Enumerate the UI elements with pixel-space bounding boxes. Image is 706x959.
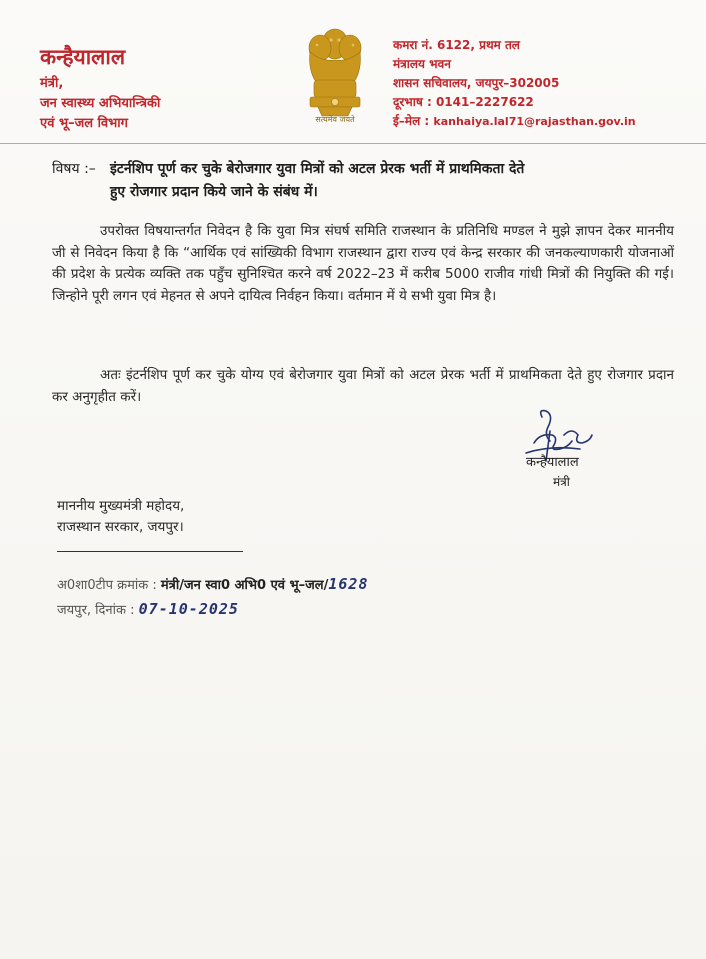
reference-date-handwritten: 07-10-2025 [138, 600, 239, 618]
address-building: मंत्रालय भवन [393, 57, 451, 71]
letterhead-sender [40, 44, 280, 134]
reference-number-handwritten: 1628 [328, 575, 369, 593]
subject-block [52, 158, 682, 204]
address-room: कमरा नं. 6122, प्रथम तल [393, 38, 520, 52]
reference-date-label: जयपुर, दिनांक : [57, 603, 135, 618]
phone-label: दूरभाष : [393, 95, 432, 109]
email-value: kanhaiya.lal71@rajasthan.gov.in [433, 115, 636, 128]
address-secretariat: शासन सचिवालय, जयपुर–302005 [393, 76, 560, 90]
reference-number-value: मंत्री/जन स्वा0 अभि0 एवं भू–जल/ [160, 578, 329, 593]
body-paragraph-2: अतः इंटर्नशिप पूर्ण कर चुके योग्य एवं बेरोजगार युवा मित्रों को अटल प्रेरक भर्ती में प्राथमिकता देते हुए रोजगार प्रदान कर अनुगृहीत करें। [52, 367, 674, 405]
address-phone [393, 93, 693, 112]
reference-date [57, 600, 239, 618]
subject-line1: इंटर्नशिप पूर्ण कर चुके बेरोजगार युवा मित्रों को अटल प्रेरक भर्ती में प्राथमिकता देते [110, 161, 525, 177]
signatory-title: मंत्री [553, 475, 570, 489]
addressee-line1: माननीय मुख्यमंत्री महोदय, [57, 498, 185, 514]
body-paragraph-1: उपरोक्त विषयान्तर्गत निवेदन है कि युवा मित्र संघर्ष समिति राजस्थान के प्रतिनिधि मण्डल ने मुझे ज्ञापन देकर माननीय जी से निवेदन किया है कि “आर्थिक एवं सांख्यिकी विभाग राजस्थान द्वारा राज्य एवं केन्द्र सरकार की जनकल्याणकारी योजनाओं की प्रदेश के प्रत्येक व्यक्ति तक पहुँच सुनिश्चित करने वर्ष 2022–23 में करीब 5000 राजीव गांधी मित्रों की नियुक्ति की गई। जिन्होने पूरी लगन एवं मेहनत से अपने दायित्व निर्वहन किया। वर्तमान में ये सभी युवा मित्र है। [52, 223, 674, 304]
sender-designation: मंत्री, [40, 76, 64, 91]
signatory-name: कन्हैयालाल [526, 455, 579, 470]
letterhead-address [393, 36, 693, 131]
addressee-underline [57, 551, 243, 552]
sender-department-line2: एवं भू–जल विभाग [40, 116, 128, 131]
subject-line2: हुए रोजगार प्रदान किये जाने के संबंध में। [110, 184, 318, 200]
email-label: ई–मेल : [393, 114, 430, 128]
addressee-line2: राजस्थान सरकार, जयपुर। [57, 519, 184, 535]
addressee-block [57, 496, 184, 538]
sender-name: कन्हैयालाल [40, 45, 126, 69]
reference-number-label: अ0शा0टीप क्रमांक : [57, 578, 157, 593]
letterhead-divider [0, 143, 706, 144]
reference-number [57, 575, 369, 593]
sender-department-line1: जन स्वास्थ्य अभियान्त्रिकी [40, 96, 161, 111]
emblem-motto: सत्यमेव जयते [315, 115, 355, 124]
phone-value: 0141–2227622 [435, 95, 534, 109]
address-email [393, 112, 693, 131]
subject-label: विषय :– [52, 161, 96, 177]
